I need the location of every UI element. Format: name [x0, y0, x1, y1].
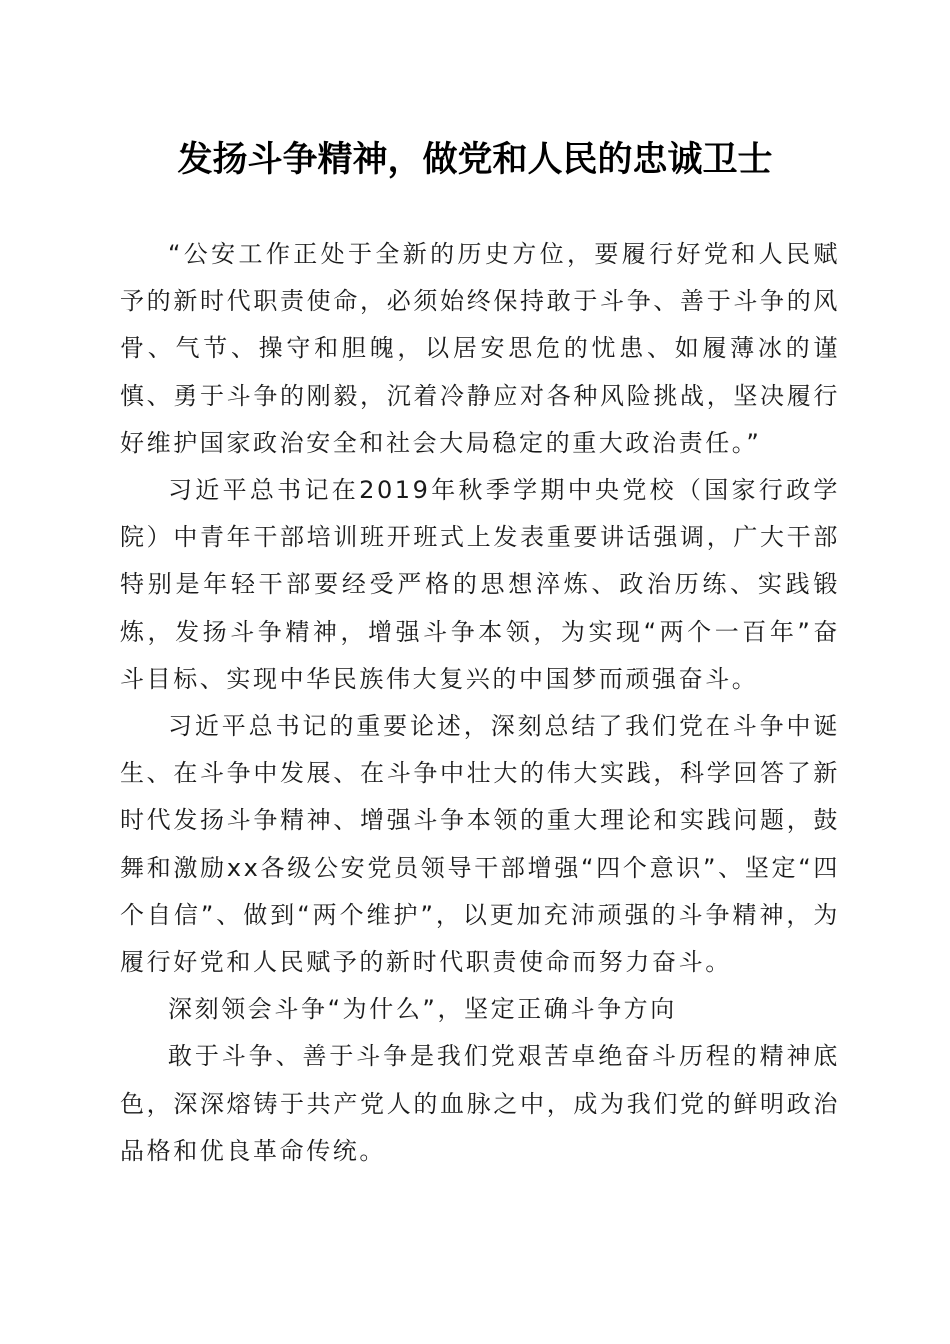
- paragraph-spirit: 敢于斗争、善于斗争是我们党艰苦卓绝奋斗历程的精神底色，深深熔铸于共产党人的血脉之中，成为我们党的鲜明政治品格和优良革命传统。: [120, 1042, 840, 1165]
- paragraph-quote: “公安工作正处于全新的历史方位，要履行好党和人民赋予的新时代职责使命，必须始终保持敢于斗争、善于斗争的风骨、气节、操守和胆魄，以居安思危的忧患、如履薄冰的谨慎、勇于斗争的刚毅，沉着冷静应对各种风险挑战，坚决履行好维护国家政治安全和社会大局稳定的重大政治责任。”: [120, 240, 840, 457]
- section-heading: 深刻领会斗争“为什么”，坚定正确斗争方向: [168, 995, 677, 1024]
- document-title: 发扬斗争精神，做党和人民的忠诚卫士: [177, 139, 773, 180]
- paragraph-discussion: 习近平总书记的重要论述，深刻总结了我们党在斗争中诞生、在斗争中发展、在斗争中壮大的伟大实践，科学回答了新时代发扬斗争精神、增强斗争本领的重大理论和实践问题，鼓舞和激励xx各级公安党员领导干部增强“四个意识”、坚定“四个自信”、做到“两个维护”，以更加充沛顽强的斗争精神，为履行好党和人民赋予的新时代职责使命而努力奋斗。: [120, 712, 840, 977]
- document-body: [120, 231, 840, 1175]
- paragraph-speech: 习近平总书记在2019年秋季学期中央党校（国家行政学院）中青年干部培训班开班式上发表重要讲话强调，广大干部特别是年轻干部要经受严格的思想淬炼、政治历练、实践锻炼，发扬斗争精神，增强斗争本领，为实现“两个一百年”奋斗目标、实现中华民族伟大复兴的中国梦而顽强奋斗。: [120, 476, 840, 693]
